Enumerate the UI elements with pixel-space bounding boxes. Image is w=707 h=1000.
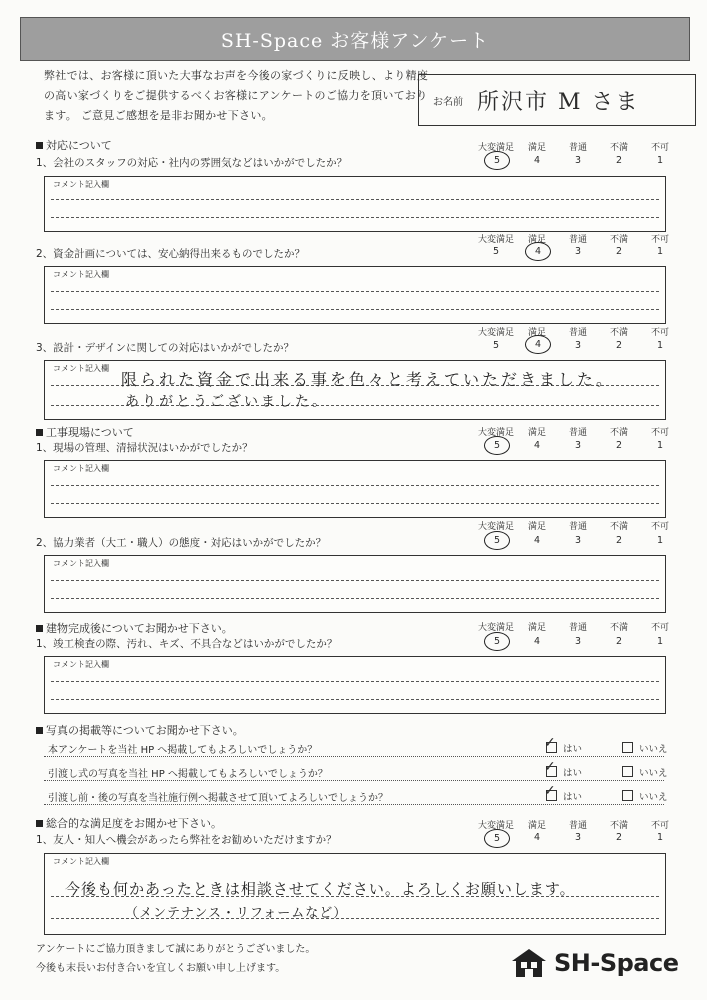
- question-text: 2、協力業者（大工・職人）の態度・対応はいかがでしたか？: [36, 537, 327, 549]
- comment-label: コメント記入欄: [53, 364, 109, 373]
- name-label: お名前: [433, 96, 463, 108]
- scale-label: 不可: [650, 522, 669, 532]
- comment-box: [44, 360, 666, 420]
- scale-label: 普通: [568, 235, 587, 245]
- rating-number: 1: [656, 340, 664, 351]
- footer-text: [36, 940, 315, 978]
- scale-label: 不満: [609, 821, 628, 831]
- rating-number: 4: [533, 636, 541, 647]
- selected-rating: 4: [525, 242, 551, 261]
- name-box: [418, 74, 696, 126]
- selected-rating: 5: [484, 531, 510, 550]
- intro-line: ます。 ご意見ご感想を是非お聞かせ下さい。: [44, 109, 273, 122]
- scale-label: 大変満足: [478, 821, 515, 831]
- rating-number: 1: [656, 440, 664, 451]
- section-heading: 建物完成後についてお聞かせ下さい。: [36, 620, 233, 636]
- rating-number: 3: [574, 636, 582, 647]
- rating-number: 3: [574, 535, 582, 546]
- rating-number: 1: [656, 155, 664, 166]
- no-option: いいえ: [622, 741, 668, 755]
- scale-label: 普通: [568, 328, 587, 338]
- no-option: いいえ: [622, 765, 668, 779]
- rating-number: 3: [574, 155, 582, 166]
- scale-label: 満足: [527, 428, 546, 438]
- footer-line: アンケートにご協力頂きまして誠にありがとうございました。: [36, 944, 316, 955]
- scale-label: 不満: [609, 235, 628, 245]
- handwritten-comment: （メンテナンス・リフォームなど）: [125, 906, 348, 921]
- selected-rating: 5: [484, 829, 510, 848]
- yes-option: ✓ はい: [546, 741, 582, 755]
- selected-rating: 4: [525, 335, 551, 354]
- photo-question: 本アンケートを当社 HP へ掲載してもよろしいでしょうか？: [48, 745, 318, 756]
- scale-label: 満足: [527, 522, 546, 532]
- scale-label: 満足: [527, 623, 546, 633]
- comment-box: [44, 656, 666, 714]
- photo-question: 引渡し式の写真を当社 HP へ掲載してもよろしいでしょうか？: [48, 769, 328, 780]
- rating-number: 2: [615, 832, 623, 843]
- scale-label: 大変満足: [478, 623, 515, 633]
- comment-label: コメント記入欄: [53, 660, 109, 669]
- rating-number: 5: [492, 340, 500, 351]
- scale-label: 大変満足: [478, 428, 515, 438]
- comment-label: コメント記入欄: [53, 857, 109, 866]
- house-logo-icon: [510, 947, 548, 979]
- question-text: 1、現場の管理、清掃状況はいかがでしたか？: [36, 442, 253, 454]
- rating-number: 3: [574, 340, 582, 351]
- logo-text: SH-Space: [554, 949, 679, 977]
- comment-label: コメント記入欄: [53, 180, 109, 189]
- scale-label: 不可: [650, 328, 669, 338]
- intro-line: の高い家づくりをご提供するべくお客様にアンケートのご協力を頂いており: [44, 89, 428, 102]
- scale-label: 不満: [609, 522, 628, 532]
- rating-number: 2: [615, 246, 623, 257]
- intro-line: 弊社では、お客様に頂いた大事なお声を今後の家づくりに反映し、より精度: [44, 69, 429, 82]
- question-text: 1、竣工検査の際、汚れ、キズ、不具合などはいかがでしたか？: [36, 638, 338, 650]
- rating-number: 2: [615, 636, 623, 647]
- no-option: いいえ: [622, 789, 668, 803]
- section-heading: 総合的な満足度をお聞かせ下さい。: [36, 815, 222, 831]
- company-logo: [510, 947, 679, 979]
- rating-number: 2: [615, 340, 623, 351]
- checkbox-empty-icon: [622, 790, 633, 801]
- photo-question: 引渡し前・後の写真を当社施行例へ掲載させて頂いてよろしいでしょうか？: [48, 793, 388, 804]
- rating-number: 2: [615, 535, 623, 546]
- scale-label: 不満: [609, 623, 628, 633]
- checkbox-empty-icon: [622, 742, 633, 753]
- scale-label: 普通: [568, 428, 587, 438]
- comment-label: コメント記入欄: [53, 559, 109, 568]
- comment-label: コメント記入欄: [53, 270, 109, 279]
- scale-label: 不可: [650, 428, 669, 438]
- scale-label: 普通: [568, 522, 587, 532]
- scale-label: 不満: [609, 328, 628, 338]
- scale-label: 不満: [609, 143, 628, 153]
- comment-box: [44, 555, 666, 613]
- comment-box: [44, 176, 666, 232]
- rating-number: 3: [574, 832, 582, 843]
- scale-label: 大変満足: [478, 235, 515, 245]
- rating-number: 4: [533, 535, 541, 546]
- comment-box: [44, 266, 666, 324]
- checkbox-checked-icon: [546, 766, 557, 777]
- scale-label: 不可: [650, 623, 669, 633]
- intro-text: [44, 66, 428, 126]
- scale-label: 不満: [609, 428, 628, 438]
- scale-label: 大変満足: [478, 328, 515, 338]
- comment-box: [44, 853, 666, 935]
- rating-number: 4: [533, 832, 541, 843]
- rating-number: 1: [656, 636, 664, 647]
- selected-rating: 5: [484, 151, 510, 170]
- scale-label: 大変満足: [478, 522, 515, 532]
- question-text: 1、友人・知人へ機会があったら弊社をお勧めいただけますか？: [36, 834, 337, 846]
- scale-label: 不可: [650, 235, 669, 245]
- question-text: 2、資金計画については、安心納得出来るものでしたか？: [36, 248, 305, 260]
- checkbox-checked-icon: [546, 742, 557, 753]
- rating-number: 3: [574, 440, 582, 451]
- question-text: 3、設計・デザインに関しての対応はいかがでしたか？: [36, 342, 294, 354]
- question-text: 1、会社のスタッフの対応・社内の雰囲気などはいかがでしたか？: [36, 157, 348, 169]
- survey-title: SH-Space お客様アンケート: [20, 17, 690, 61]
- customer-name: 所沢市 M さま: [477, 89, 640, 115]
- scale-label: 大変満足: [478, 143, 515, 153]
- rating-number: 1: [656, 832, 664, 843]
- yes-option: ✓ はい: [546, 765, 582, 779]
- rating-number: 1: [656, 246, 664, 257]
- section-heading: 写真の掲載等についてお聞かせ下さい。: [36, 722, 244, 738]
- scale-label: 不可: [650, 821, 669, 831]
- checkbox-checked-icon: [546, 790, 557, 801]
- rating-number: 3: [574, 246, 582, 257]
- scale-label: 満足: [527, 821, 546, 831]
- rating-number: 2: [615, 155, 623, 166]
- rating-number: 5: [492, 246, 500, 257]
- footer-line: 今後も末長いお付き合いを宜しくお願い申し上げます。: [36, 963, 286, 974]
- rating-number: 4: [533, 440, 541, 451]
- rating-number: 4: [533, 155, 541, 166]
- rating-number: 2: [615, 440, 623, 451]
- checkbox-empty-icon: [622, 766, 633, 777]
- comment-box: [44, 460, 666, 518]
- rating-number: 1: [656, 535, 664, 546]
- scale-label: 普通: [568, 143, 587, 153]
- section-heading: 対応について: [36, 137, 112, 153]
- section-heading: 工事現場について: [36, 424, 134, 440]
- handwritten-comment: 今後も何かあったときは相談させてください。よろしくお願いします。: [65, 880, 576, 898]
- scale-label: 満足: [527, 143, 546, 153]
- handwritten-comment: ありがとうございました。: [125, 394, 329, 410]
- scale-label: 満足: [527, 328, 546, 338]
- scale-label: 満足: [527, 235, 546, 245]
- yes-option: ✓ はい: [546, 789, 582, 803]
- selected-rating: 5: [484, 632, 510, 651]
- selected-rating: 5: [484, 436, 510, 455]
- scale-label: 普通: [568, 623, 587, 633]
- scale-label: 不可: [650, 143, 669, 153]
- handwritten-comment: 限られた資金で出来る事を色々と考えていただきました。: [121, 370, 616, 389]
- comment-label: コメント記入欄: [53, 464, 109, 473]
- scale-label: 普通: [568, 821, 587, 831]
